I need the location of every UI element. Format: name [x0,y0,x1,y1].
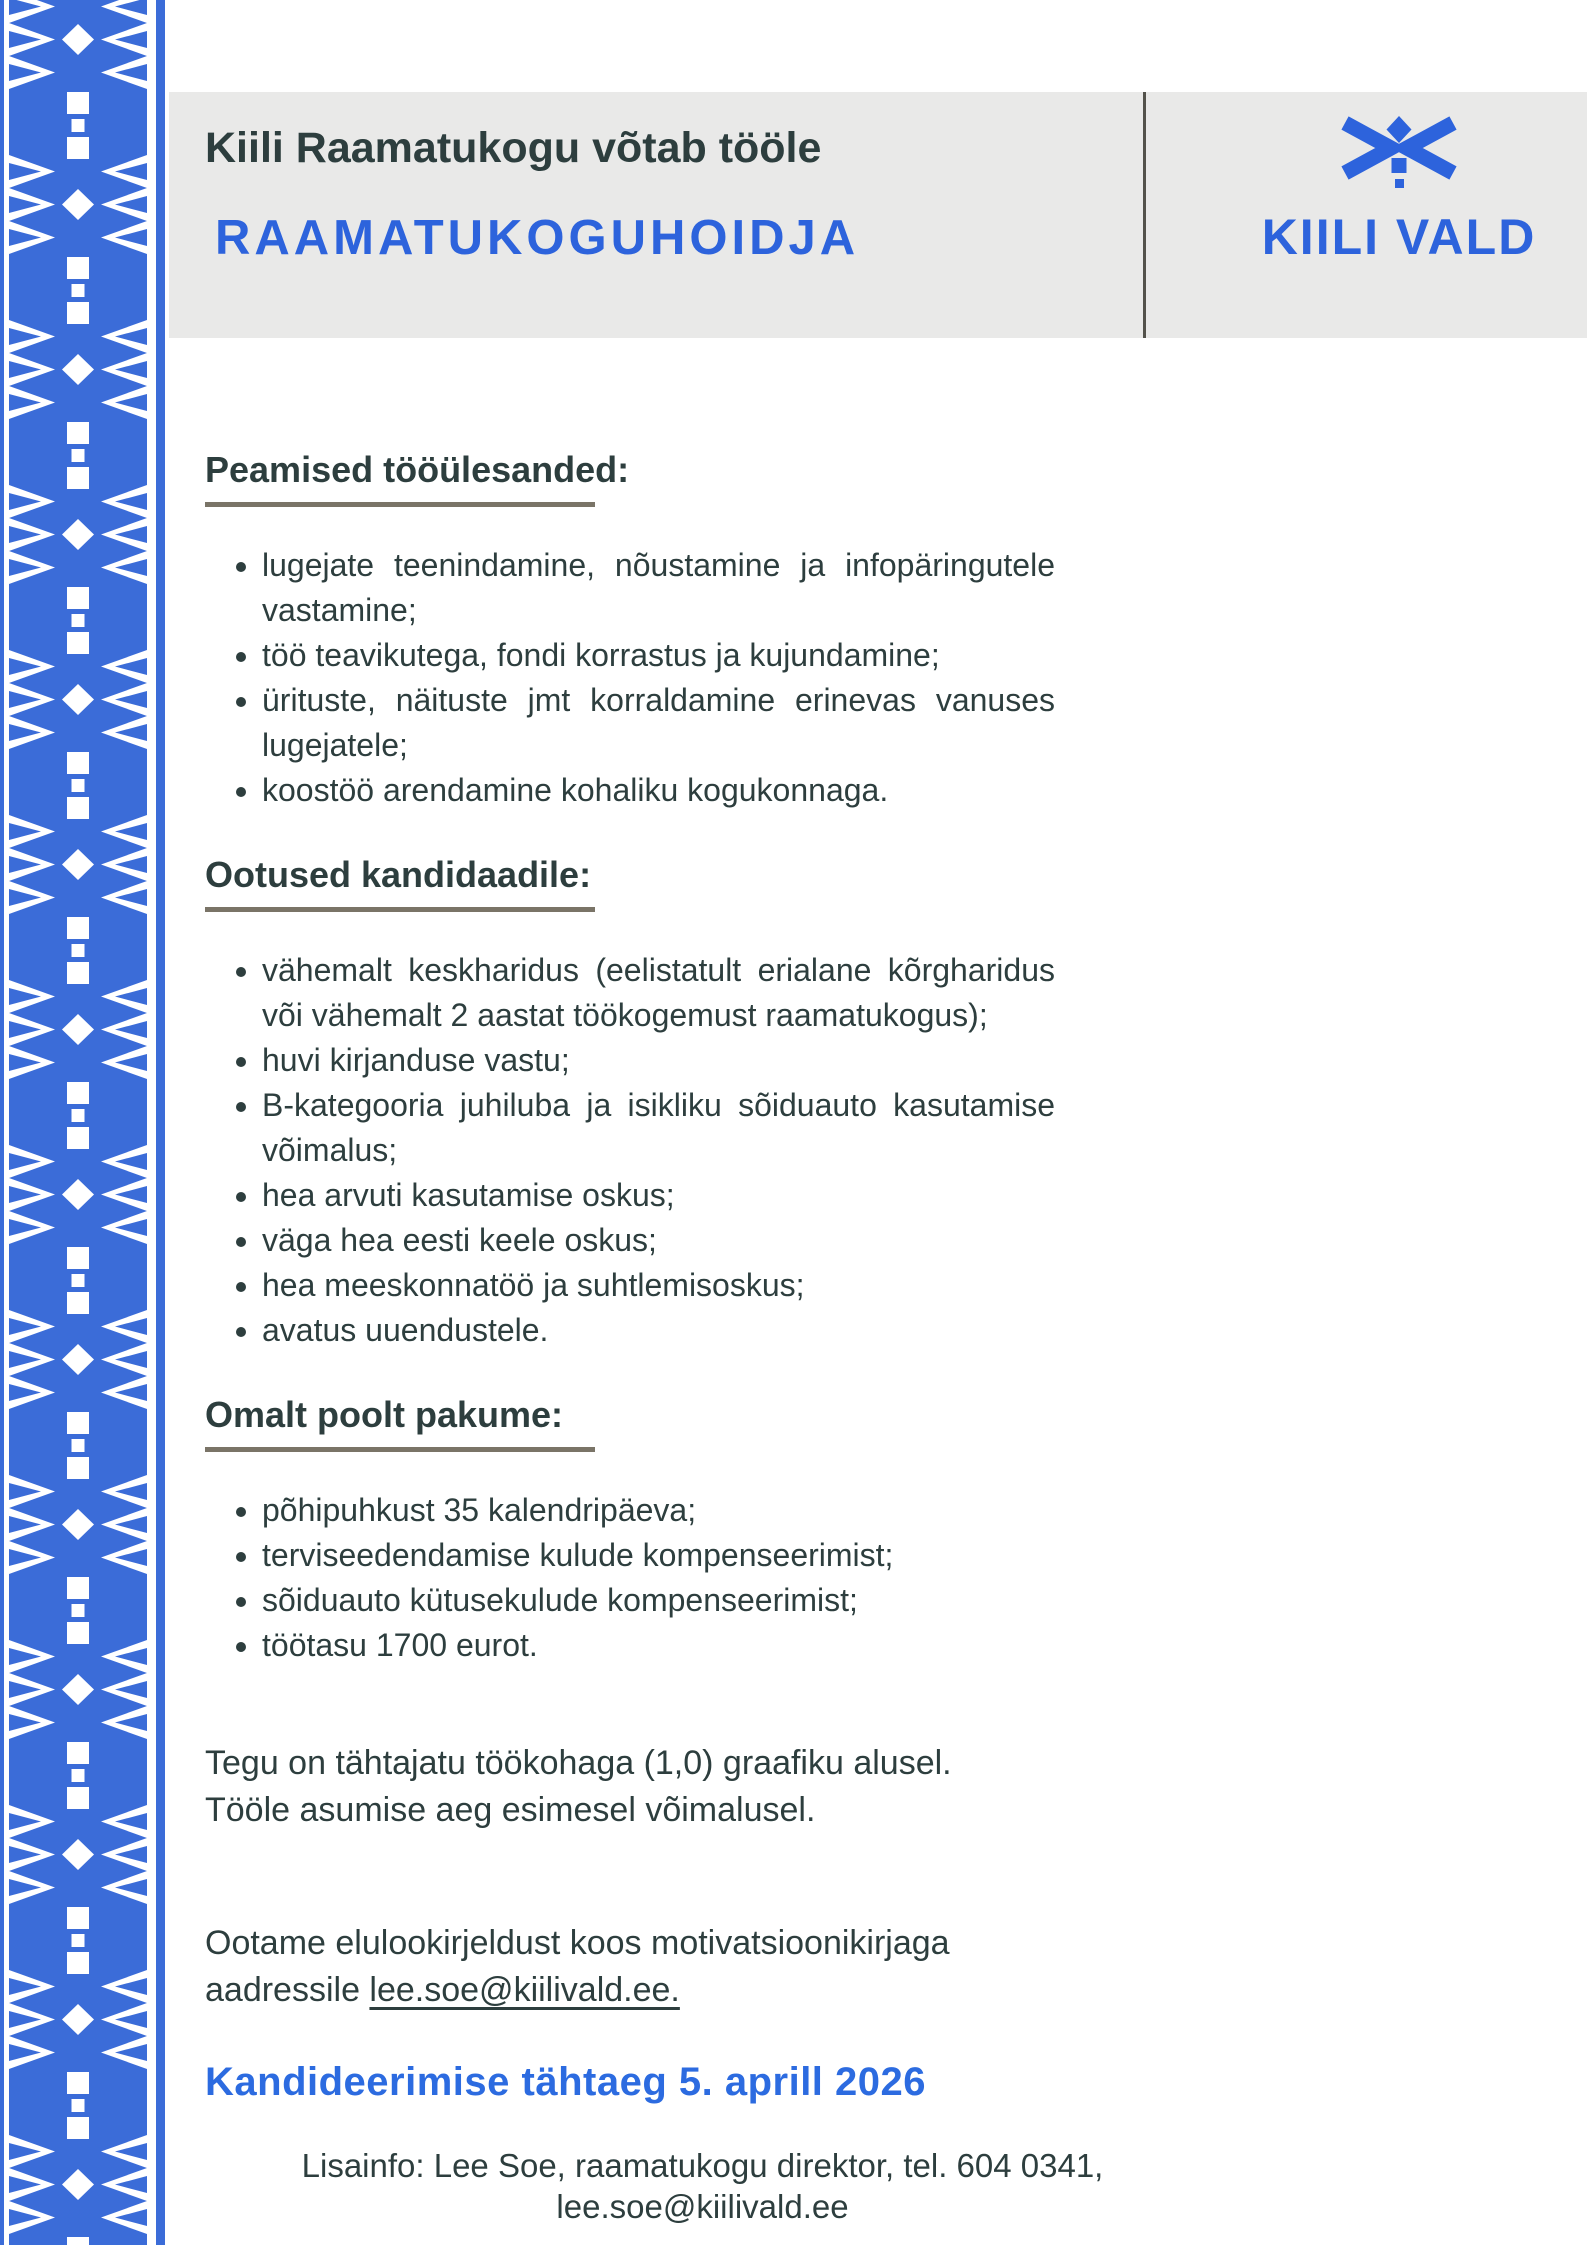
section-duties [205,0,1245,813]
job-ad-body [205,0,1245,2227]
list-item: • vähemalt keskharidus (eelistatult erialane kõrgharidus või vähemalt 2 aastat töökogemust raamatukogus); [262,948,1055,1038]
list-item: • hea arvuti kasutamise oskus; [262,1173,1055,1218]
heading-underline [205,502,595,507]
email-link[interactable]: lee.soe@kiilivald.ee. [369,1971,680,2009]
section-offer [205,1393,1245,1668]
terms-line: Tööle asumise aeg esimesel võimalusel. [205,1791,816,1829]
heading-underline [205,1447,595,1452]
list-item: • huvi kirjanduse vastu; [262,1038,1055,1083]
heading-underline [205,907,595,912]
list-item: • töötasu 1700 eurot. [262,1623,1055,1668]
expectations-list [205,948,1055,1353]
application-deadline: Kandideerimise tähtaeg 5. aprill 2026 [205,2060,927,2104]
employment-terms [205,1740,1245,1834]
list-item: • B-kategooria juhiluba ja isikliku sõiduauto kasutamise võimalus; [262,1083,1055,1173]
list-item: • ürituste, näituste jmt korraldamine erinevas vanuses lugejatele; [262,678,1055,768]
contact-email: lee.soe@kiilivald.ee [556,2188,849,2225]
section-expectations [205,853,1245,1353]
list-item: • koostöö arendamine kohaliku kogukonnaga. [262,768,1055,813]
list-item: • töö teavikutega, fondi korrastus ja kujundamine; [262,633,1055,678]
list-item: • hea meeskonnatöö ja suhtlemisoskus; [262,1263,1055,1308]
list-item: • terviseedendamise kulude kompenseerimist; [262,1533,1055,1578]
contact-info [205,2145,1200,2227]
section-heading-expectations: Ootused kandidaadile: [205,854,592,895]
offer-list [205,1488,1055,1668]
estonian-pattern-border [0,0,165,2245]
estonian-pattern-svg [0,0,165,2245]
section-heading-duties: Peamised tööülesanded: [205,449,630,490]
application-instructions [205,1920,1045,2014]
header-subtitle: Kiili Raamatukogu võtab tööle [205,124,822,172]
dragonfly-icon [1337,114,1461,206]
list-item: • väga hea eesti keele oskus; [262,1218,1055,1263]
kiili-vald-logo [1189,92,1587,338]
page-title-position: RAAMATUKOGUHOIDJA [215,211,860,265]
list-item: • lugejate teenindamine, nõustamine ja infopäringutele vastamine; [262,543,1055,633]
section-heading-offer: Omalt poolt pakume: [205,1394,564,1435]
terms-line: Tegu on tähtajatu töökohaga (1,0) graafiku alusel. [205,1744,952,1782]
duties-list [205,543,1055,813]
list-item: • sõiduauto kütusekulude kompenseerimist; [262,1578,1055,1623]
list-item: • avatus uuendustele. [262,1308,1055,1353]
apply-text: Ootame elulookirjeldust koos motivatsioonikirjaga aadressile [205,1924,950,2009]
logo-wordmark: KIILI VALD [1261,209,1537,265]
contact-line: Lisainfo: Lee Soe, raamatukogu direktor, tel. 604 0341, [301,2147,1104,2184]
list-item: • põhipuhkust 35 kalendripäeva; [262,1488,1055,1533]
